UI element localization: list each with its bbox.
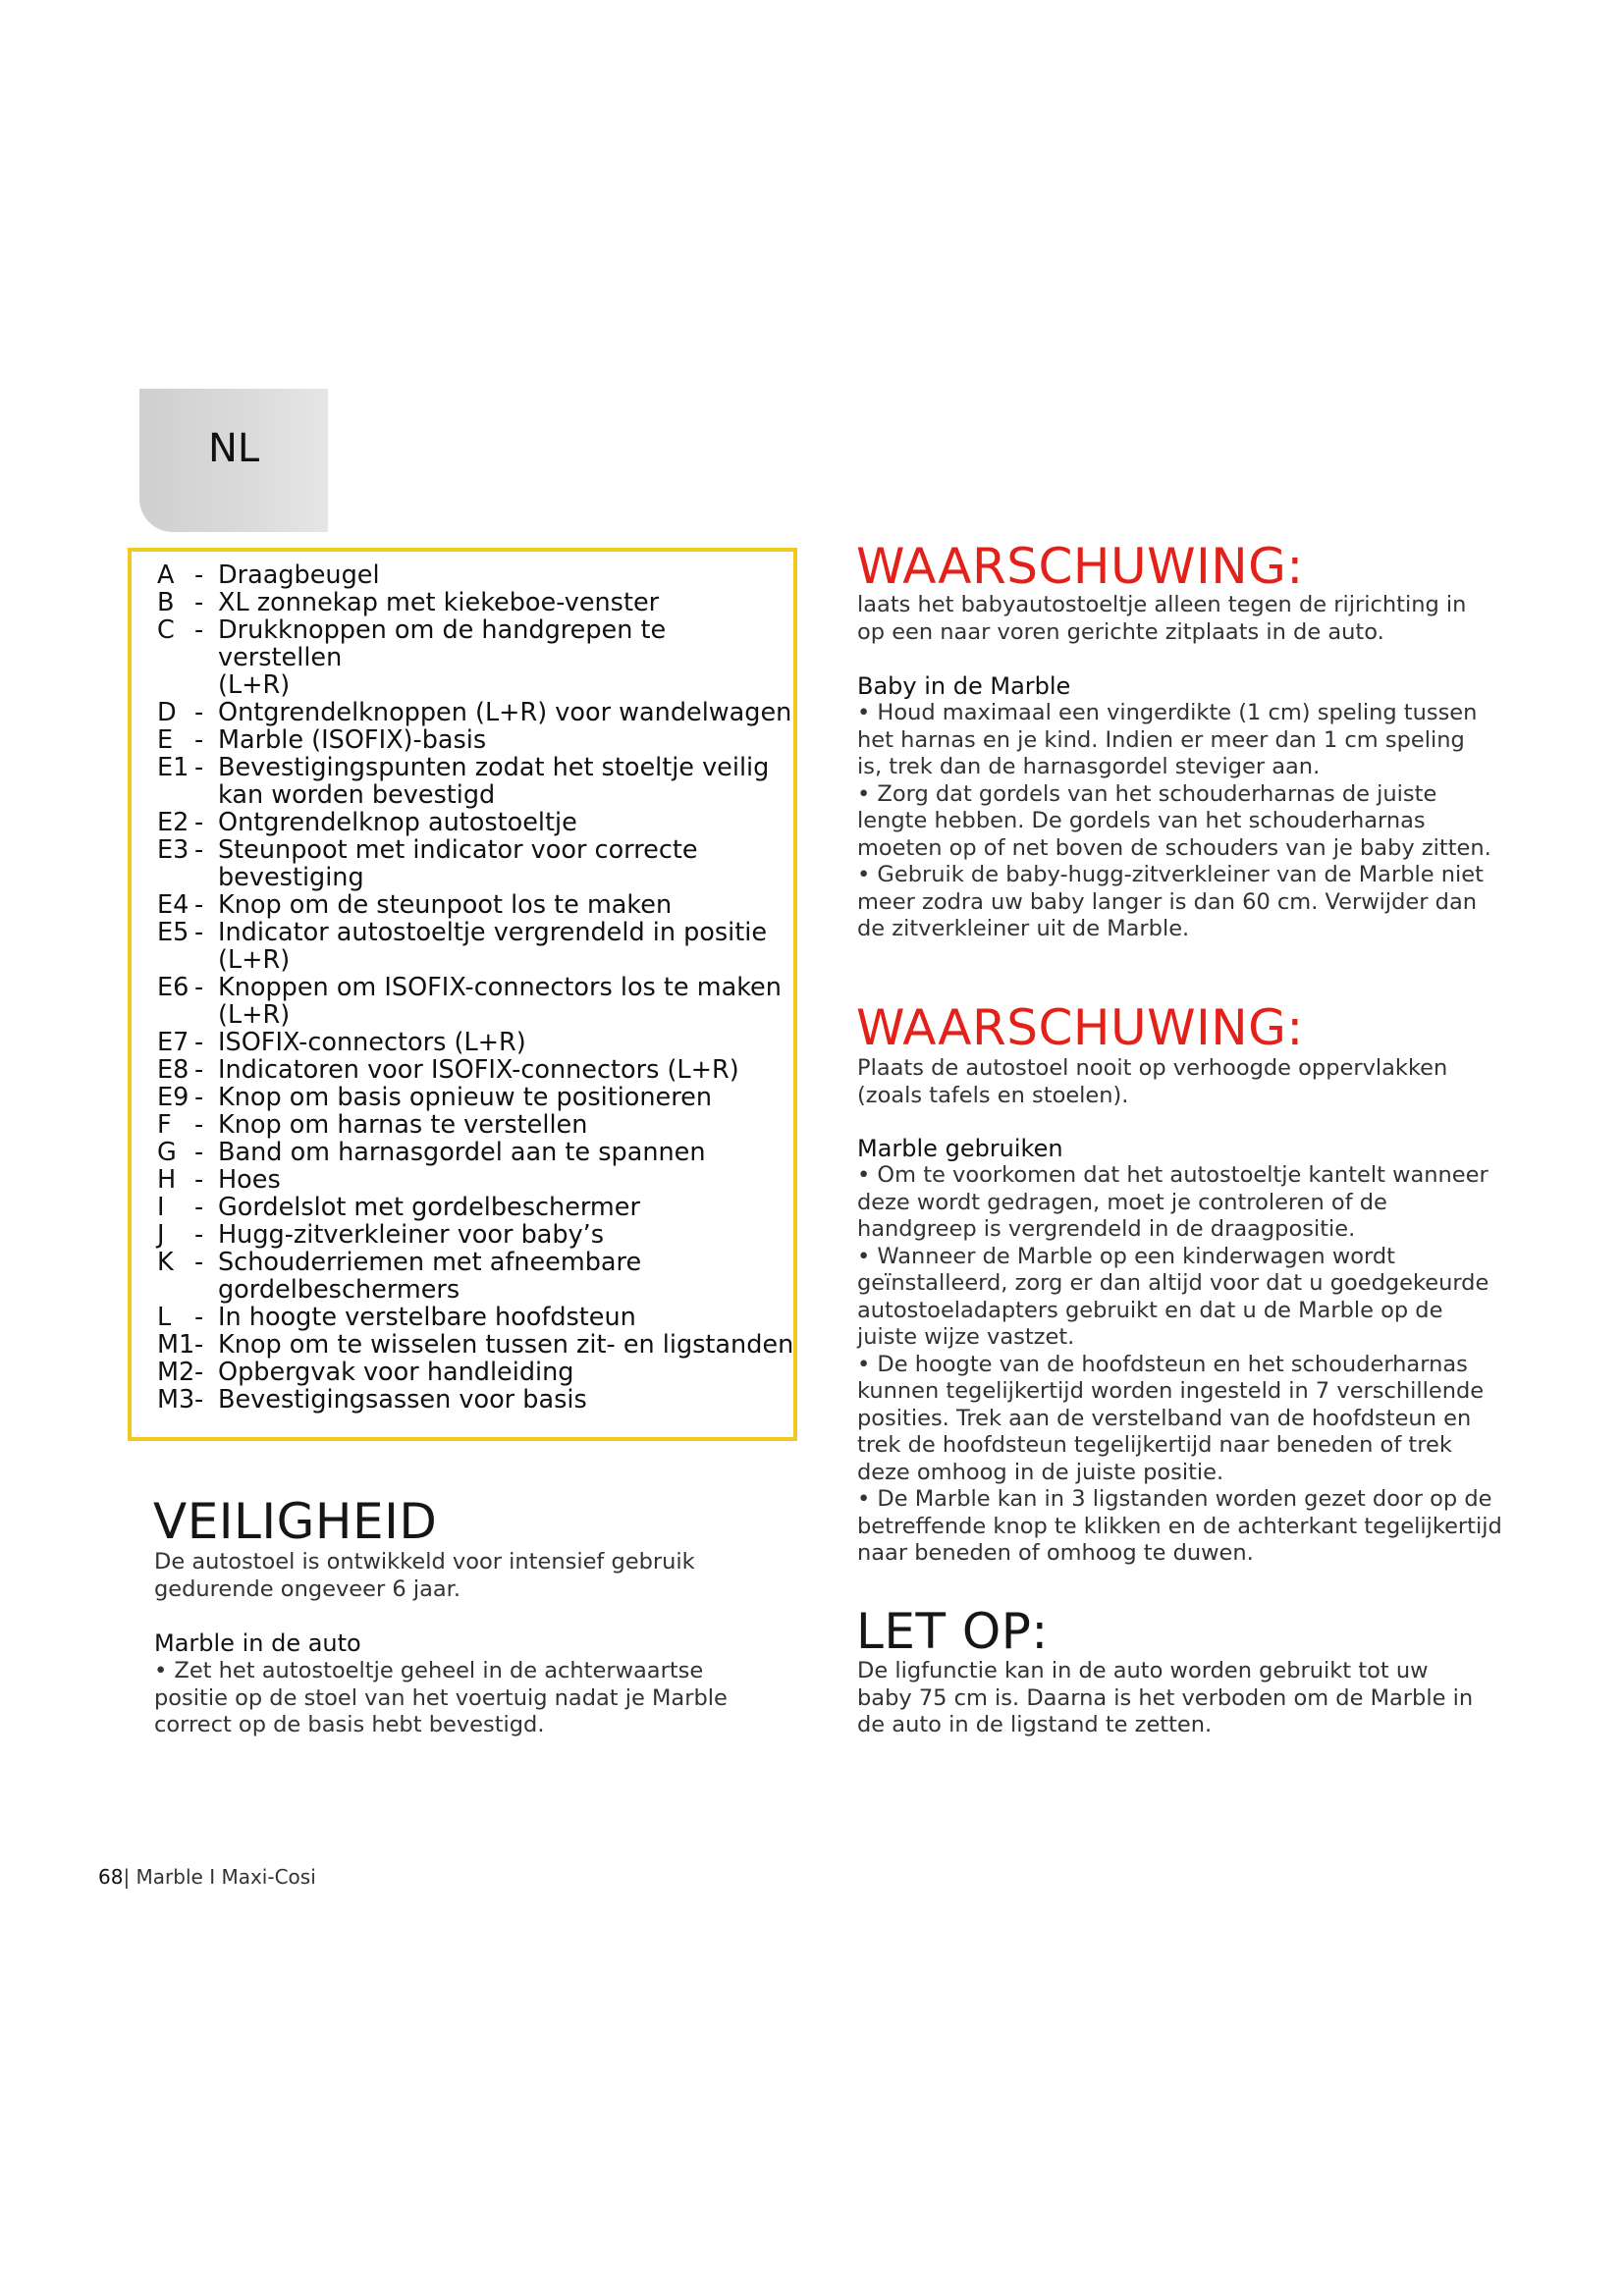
list-item: • Om te voorkomen dat het autostoeltje kantelt wanneer deze wordt gedragen, moet je controleren of de handgreep is vergrendeld in de draagpositie. bbox=[857, 1162, 1489, 1242]
parts-list bbox=[157, 561, 795, 1414]
part-key: E8 bbox=[157, 1055, 189, 1085]
part-text bbox=[218, 1331, 795, 1359]
part-key: E9 bbox=[157, 1083, 189, 1112]
part-key: A bbox=[157, 561, 175, 590]
part-dash: - bbox=[194, 835, 204, 865]
part-key: G bbox=[157, 1138, 177, 1167]
part-label: Knop om de steunpoot los te maken bbox=[218, 890, 673, 920]
part-text bbox=[218, 1359, 795, 1386]
part-label: Ontgrendelknoppen (L+R) voor wandelwagen bbox=[218, 698, 792, 727]
part-dash: - bbox=[194, 1165, 204, 1195]
part-text bbox=[218, 1029, 795, 1056]
part-label: Drukknoppen om de handgrepen te verstellen bbox=[218, 615, 667, 672]
page-number: 68 bbox=[98, 1865, 124, 1889]
part-key: B bbox=[157, 588, 175, 617]
list-item: • Houd maximaal een vingerdikte (1 cm) speling tussen het harnas en je kind. Indien er meer dan 1 cm speling is, trek dan de harnasgordel steviger aan. bbox=[857, 700, 1478, 779]
marble-in-de-auto-text: • Zet het autostoeltje geheel in de achterwaartse positie op de stoel van het voertuig nadat je Marble correct op de basis hebt bevestigd. bbox=[154, 1658, 728, 1737]
parts-list-item bbox=[157, 1331, 795, 1359]
parts-list-item bbox=[157, 726, 795, 754]
part-dash: - bbox=[194, 1303, 204, 1332]
part-text bbox=[218, 589, 795, 616]
part-label: Hoes bbox=[218, 1165, 281, 1195]
part-label: Band om harnasgordel aan te spannen bbox=[218, 1138, 706, 1167]
parts-list-item bbox=[157, 616, 795, 699]
part-key: E5 bbox=[157, 918, 189, 947]
baby-in-de-marble-list bbox=[857, 700, 1495, 943]
list-item: • Zorg dat gordels van het schouderharnas de juiste lengte hebben. De gordels van het schouderharnas moeten op of net boven de schouders van je baby zitten. bbox=[857, 780, 1491, 861]
part-dash: - bbox=[194, 973, 204, 1002]
parts-list-item bbox=[157, 1166, 795, 1194]
part-label: Indicator autostoeltje vergrendeld in positie bbox=[218, 918, 768, 947]
part-text bbox=[218, 1056, 795, 1084]
part-text bbox=[218, 1139, 795, 1166]
list-item: • Gebruik de baby-hugg-zitverkleiner van de Marble niet meer zodra uw baby langer is dan 60 cm. Verwijder dan de zitverkleiner uit de Marble. bbox=[857, 862, 1484, 941]
part-key: E7 bbox=[157, 1028, 189, 1057]
warning-text-1: laats het babyautostoeltje alleen tegen de rijrichting in op een naar voren gerichte zitplaats in de auto. bbox=[857, 592, 1467, 645]
part-dash: - bbox=[194, 698, 204, 727]
part-dash: - bbox=[194, 1248, 204, 1277]
part-key: E3 bbox=[157, 835, 189, 865]
part-dash: - bbox=[194, 615, 204, 645]
part-label: Bevestigingspunten zodat het stoeltje veilig bbox=[218, 753, 770, 782]
parts-list-item bbox=[157, 1386, 795, 1414]
part-key: H bbox=[157, 1165, 177, 1195]
part-dash: - bbox=[194, 725, 204, 755]
part-label: Knoppen om ISOFIX-connectors los te maken bbox=[218, 973, 782, 1002]
marble-in-de-auto-heading: Marble in de auto bbox=[154, 1629, 361, 1657]
parts-list-item bbox=[157, 754, 795, 809]
part-dash: - bbox=[194, 1055, 204, 1085]
part-dash: - bbox=[194, 1028, 204, 1057]
parts-list-item bbox=[157, 891, 795, 919]
parts-list-item bbox=[157, 561, 795, 589]
part-label: In hoogte verstelbare hoofdsteun bbox=[218, 1303, 636, 1332]
parts-list-item bbox=[157, 919, 795, 974]
list-item: • Wanneer de Marble op een kinderwagen wordt geïnstalleerd, zorg er dan altijd voor dat u goedgekeurde autostoeladapters gebruikt en dat u de Marble op de juiste wijze vastzet. bbox=[857, 1243, 1489, 1350]
marble-gebruiken-heading: Marble gebruiken bbox=[857, 1135, 1063, 1162]
veiligheid-intro: De autostoel is ontwikkeld voor intensief gebruik gedurende ongeveer 6 jaar. bbox=[154, 1549, 695, 1602]
part-dash: - bbox=[194, 890, 204, 920]
part-label-continued: (L+R) bbox=[218, 1000, 291, 1030]
part-label: Draagbeugel bbox=[218, 561, 380, 590]
part-dash: - bbox=[194, 561, 204, 590]
parts-list-item bbox=[157, 1359, 795, 1386]
part-key: E6 bbox=[157, 973, 189, 1002]
part-label: Steunpoot met indicator voor correcte bbox=[218, 835, 698, 865]
part-text bbox=[218, 726, 795, 754]
part-text bbox=[218, 1386, 795, 1414]
part-label-continued: kan worden bevestigd bbox=[218, 780, 496, 810]
part-text bbox=[218, 1111, 795, 1139]
part-dash: - bbox=[194, 1193, 204, 1222]
part-label: Ontgrendelknop autostoeltje bbox=[218, 808, 577, 837]
veiligheid-heading: VEILIGHEID bbox=[153, 1493, 438, 1550]
language-tab bbox=[139, 389, 328, 532]
parts-list-item bbox=[157, 1221, 795, 1249]
part-text bbox=[218, 891, 795, 919]
part-text bbox=[218, 1194, 795, 1221]
parts-list-item bbox=[157, 699, 795, 726]
parts-list-item bbox=[157, 1111, 795, 1139]
parts-list-box bbox=[128, 548, 797, 1441]
part-label-continued: (L+R) bbox=[218, 670, 291, 700]
part-key: K bbox=[157, 1248, 174, 1277]
part-label: Schouderriemen met afneembare bbox=[218, 1248, 642, 1277]
part-text bbox=[218, 1084, 795, 1111]
part-dash: - bbox=[194, 1138, 204, 1167]
part-text bbox=[218, 561, 795, 589]
part-dash: - bbox=[194, 1083, 204, 1112]
parts-list-item bbox=[157, 589, 795, 616]
part-label: XL zonnekap met kiekeboe-venster bbox=[218, 588, 660, 617]
part-key: J bbox=[157, 1220, 165, 1250]
parts-list-item bbox=[157, 1249, 795, 1304]
part-text bbox=[218, 616, 795, 699]
part-text bbox=[218, 754, 795, 809]
parts-list-item bbox=[157, 1194, 795, 1221]
part-text bbox=[218, 974, 795, 1029]
parts-list-item bbox=[157, 1029, 795, 1056]
part-label: ISOFIX-connectors (L+R) bbox=[218, 1028, 526, 1057]
parts-list-item bbox=[157, 836, 795, 891]
part-key: C bbox=[157, 615, 175, 645]
part-text bbox=[218, 699, 795, 726]
part-key: F bbox=[157, 1110, 172, 1140]
part-dash: - bbox=[194, 1110, 204, 1140]
part-text bbox=[218, 1304, 795, 1331]
part-key: M3 bbox=[157, 1385, 195, 1415]
part-text bbox=[218, 836, 795, 891]
part-text bbox=[218, 919, 795, 974]
part-key: M2 bbox=[157, 1358, 195, 1387]
part-key: D bbox=[157, 698, 177, 727]
part-label: Gordelslot met gordelbeschermer bbox=[218, 1193, 640, 1222]
part-key: L bbox=[157, 1303, 172, 1332]
part-key: M1 bbox=[157, 1330, 195, 1360]
parts-list-item bbox=[157, 1304, 795, 1331]
parts-list-item bbox=[157, 1056, 795, 1084]
parts-list-item bbox=[157, 809, 795, 836]
part-key: I bbox=[157, 1193, 165, 1222]
part-label: Hugg-zitverkleiner voor baby’s bbox=[218, 1220, 605, 1250]
language-label: NL bbox=[208, 426, 260, 471]
list-item: • De hoogte van de hoofdsteun en het schouderharnas kunnen tegelijkertijd worden ingesteld in 7 verschillende posities. Trek aan de verstelband van de hoofdsteun en trek de hoofdsteun tegelijkertijd naar beneden of trek deze omhoog in de juiste positie. bbox=[857, 1351, 1485, 1485]
part-label-continued: gordelbeschermers bbox=[218, 1275, 460, 1305]
part-label: Bevestigingsassen voor basis bbox=[218, 1385, 587, 1415]
part-dash: - bbox=[194, 753, 204, 782]
part-label: Knop om harnas te verstellen bbox=[218, 1110, 588, 1140]
warning-text-2: Plaats de autostoel nooit op verhoogde oppervlakken (zoals tafels en stoelen). bbox=[857, 1055, 1448, 1108]
baby-in-de-marble-heading: Baby in de Marble bbox=[857, 672, 1071, 700]
page-footer bbox=[98, 1865, 316, 1889]
parts-list-item bbox=[157, 974, 795, 1029]
list-item: • De Marble kan in 3 ligstanden worden gezet door op de betreffende knop te klikken en de achterkant tegelijkertijd naar beneden of omhoog te duwen. bbox=[857, 1486, 1502, 1566]
marble-gebruiken-list bbox=[857, 1162, 1505, 1568]
part-label: Marble (ISOFIX)-basis bbox=[218, 725, 487, 755]
footer-product: | Marble I Maxi-Cosi bbox=[123, 1865, 316, 1889]
part-label: Opbergvak voor handleiding bbox=[218, 1358, 574, 1387]
part-text bbox=[218, 809, 795, 836]
part-dash: - bbox=[194, 918, 204, 947]
part-label: Knop om te wisselen tussen zit- en ligstanden bbox=[218, 1330, 794, 1360]
warning-heading-1: WAARSCHUWING: bbox=[856, 538, 1304, 595]
warning-heading-2: WAARSCHUWING: bbox=[856, 999, 1304, 1056]
part-label-continued: bevestiging bbox=[218, 863, 364, 892]
part-key: E4 bbox=[157, 890, 189, 920]
let-op-text: De ligfunctie kan in de auto worden gebruikt tot uw baby 75 cm is. Daarna is het verboden om de Marble in de auto in de ligstand te zetten. bbox=[857, 1658, 1474, 1737]
part-dash: - bbox=[194, 1220, 204, 1250]
part-key: E bbox=[157, 725, 174, 755]
part-label: Indicatoren voor ISOFIX-connectors (L+R) bbox=[218, 1055, 739, 1085]
part-dash: - bbox=[194, 1358, 204, 1387]
part-dash: - bbox=[194, 1330, 204, 1360]
let-op-heading: LET OP: bbox=[856, 1603, 1049, 1660]
part-dash: - bbox=[194, 808, 204, 837]
part-text bbox=[218, 1221, 795, 1249]
parts-list-item bbox=[157, 1084, 795, 1111]
part-key: E1 bbox=[157, 753, 189, 782]
part-text bbox=[218, 1249, 795, 1304]
part-label: Knop om basis opnieuw te positioneren bbox=[218, 1083, 713, 1112]
part-label-continued: (L+R) bbox=[218, 945, 291, 975]
part-dash: - bbox=[194, 1385, 204, 1415]
part-key: E2 bbox=[157, 808, 189, 837]
part-text bbox=[218, 1166, 795, 1194]
parts-list-item bbox=[157, 1139, 795, 1166]
part-dash: - bbox=[194, 588, 204, 617]
